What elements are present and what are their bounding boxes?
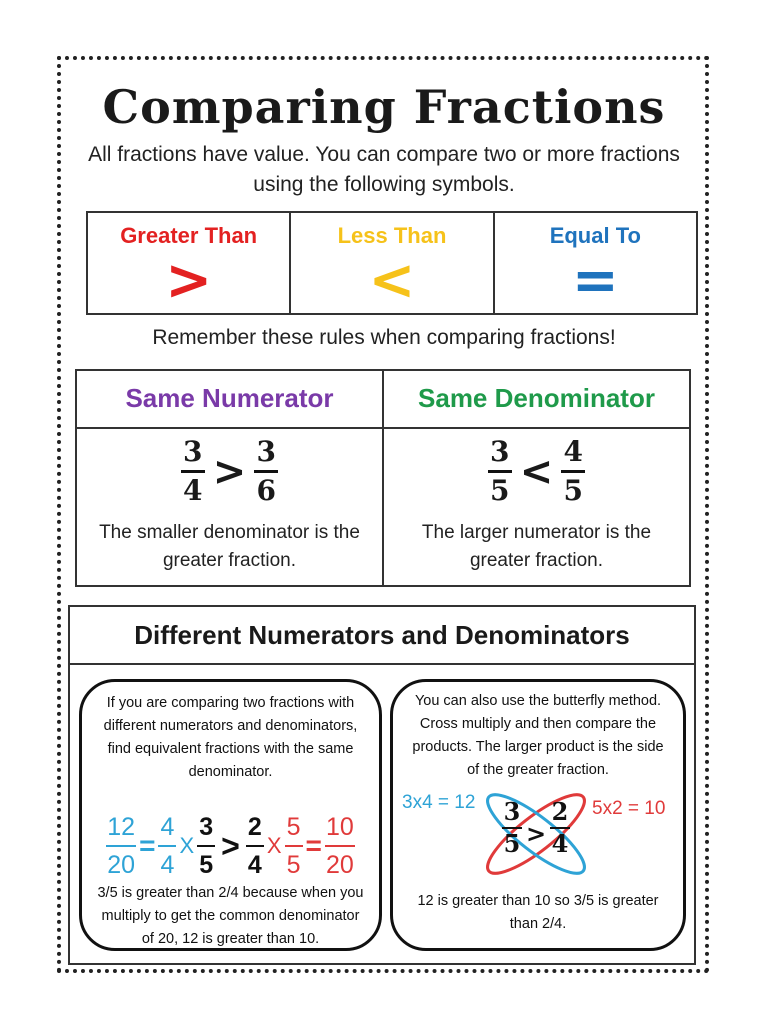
denominator: 6 <box>256 474 276 507</box>
page-title: Comparing Fractions <box>102 80 666 134</box>
different-heading: Different Numerators and Denominators <box>70 607 694 665</box>
denominator: 20 <box>107 851 136 879</box>
denominator: 4 <box>551 829 569 858</box>
equals-sign: = <box>305 830 322 861</box>
butterfly-method-panel <box>390 679 686 951</box>
rules-table <box>75 369 691 587</box>
same-numerator-heading: Same Numerator <box>77 371 384 427</box>
butterfly-intro: You can also use the butterfly method. Cross multiply and then compare the products. The larger product is the side of the greater fraction. <box>412 693 664 778</box>
same-denominator-column <box>384 429 689 585</box>
numerator: 3 <box>489 435 510 468</box>
right-product: 5x2 = 10 <box>592 798 666 819</box>
greater-than-cell <box>88 213 291 313</box>
less-than-cell <box>291 213 494 313</box>
numerator: 3 <box>182 435 203 468</box>
numerator: 4 <box>563 435 583 468</box>
fraction-left <box>181 437 205 506</box>
numerator: 3 <box>256 435 276 468</box>
denominator: 4 <box>247 851 262 879</box>
equal-to-label: Equal To <box>549 223 641 248</box>
less-than-label: Less Than <box>337 223 447 248</box>
denominator: 5 <box>286 851 301 879</box>
equals-sign: = <box>139 830 156 861</box>
rules-header <box>77 371 689 429</box>
equal-to-cell <box>495 213 696 313</box>
fraction-5-5 <box>285 813 303 879</box>
same-denominator-heading: Same Denominator <box>418 383 655 413</box>
same-denominator-text: The larger numerator is the greater fraction. <box>421 522 652 571</box>
fraction-bar <box>158 845 176 847</box>
denominator: 4 <box>182 474 203 507</box>
numerator: 3 <box>199 813 214 841</box>
same-numerator-column <box>77 429 384 585</box>
fraction-bar <box>325 845 355 847</box>
fraction-right <box>254 437 278 506</box>
same-numerator-text: The smaller denominator is the greater fraction. <box>99 522 360 571</box>
less-than-symbol: < <box>368 248 416 313</box>
left-product: 3x4 = 12 <box>402 792 476 813</box>
fraction-bar <box>488 470 512 473</box>
denominator: 5 <box>199 851 214 879</box>
comparison-symbol: < <box>519 448 554 495</box>
denominator: 5 <box>489 474 510 507</box>
equivalent-equation <box>86 806 375 886</box>
fraction-bar <box>561 470 585 473</box>
fraction-left <box>488 437 512 506</box>
denominator: 4 <box>160 851 175 879</box>
equivalent-outro: 3/5 is greater than 2/4 because when you multiply to get the common denominator of 20, 12 is greater than 10. <box>97 885 364 947</box>
denominator: 5 <box>563 474 583 507</box>
numerator: 12 <box>107 813 136 841</box>
greater-than-symbol: > <box>165 248 213 313</box>
numerator: 10 <box>325 813 354 841</box>
intro-text: All fractions have value. You can compare two or more fractions using the following symbols. <box>88 143 680 196</box>
fraction-bar <box>285 845 303 847</box>
greater-than-symbol: > <box>525 820 547 848</box>
denominator: 5 <box>503 829 521 858</box>
times-sign: X <box>179 833 195 858</box>
symbols-table <box>86 211 698 315</box>
fraction-10-20 <box>325 813 355 879</box>
fraction-bar <box>106 845 136 847</box>
fraction-12-20 <box>106 813 136 879</box>
remember-text: Remember these rules when comparing fractions! <box>152 326 616 349</box>
fraction-bar <box>246 845 264 847</box>
numerator: 2 <box>551 797 569 826</box>
rules-body <box>77 429 689 585</box>
greater-than-label: Greater Than <box>120 223 258 248</box>
numerator: 5 <box>286 813 301 841</box>
numerator: 3 <box>503 797 521 826</box>
equivalent-intro: If you are comparing two fractions with different numerators and denominators, find equivalent fractions with the same denominator. <box>103 695 358 780</box>
equal-to-symbol: = <box>571 248 619 313</box>
numerator: 2 <box>247 813 262 841</box>
fraction-bar <box>254 470 278 473</box>
greater-than-symbol: > <box>221 827 240 864</box>
fraction-4-4 <box>158 813 176 879</box>
denominator: 20 <box>325 851 354 879</box>
fraction-bar <box>181 470 205 473</box>
times-sign: X <box>266 833 282 858</box>
fraction-bar <box>197 845 215 847</box>
equivalent-fractions-panel <box>79 679 382 951</box>
butterfly-outro: 12 is greater than 10 so 3/5 is greater than 2/4. <box>417 893 659 932</box>
butterfly-diagram <box>396 786 686 876</box>
fraction-2-4 <box>246 813 264 879</box>
same-denominator-example <box>384 437 689 506</box>
fraction-3-5 <box>197 813 215 879</box>
comparison-symbol: > <box>212 448 247 495</box>
numerator: 4 <box>160 813 175 841</box>
different-section <box>68 605 696 965</box>
fraction-right <box>561 437 585 506</box>
same-numerator-example <box>77 437 382 506</box>
